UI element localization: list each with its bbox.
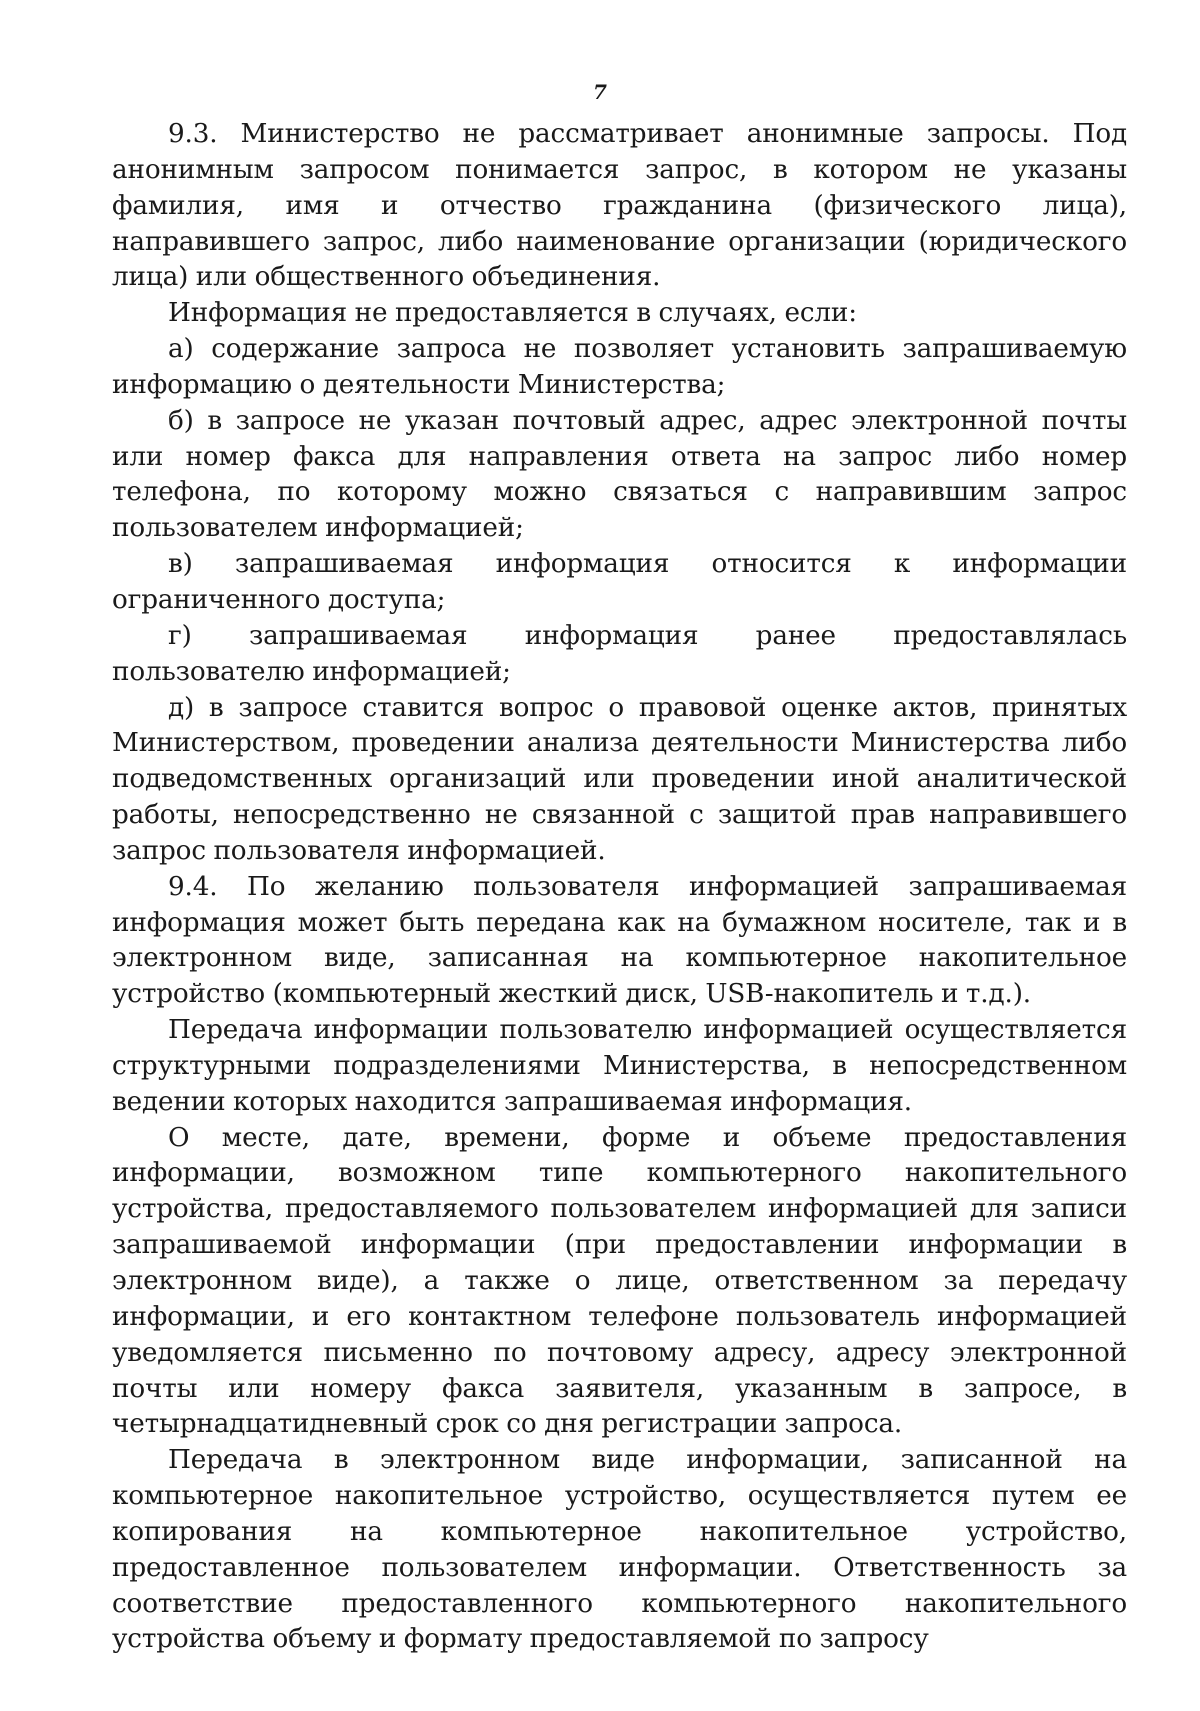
list-item-g: г) запрашиваемая информация ранее предоставлялась пользователю информацией;	[112, 620, 1127, 687]
paragraph-notification: О месте, дате, времени, форме и объеме предоставления информации, возможном типе компьютерного накопительного устройства, предоставляемого пользователем информацией для записи запрашиваемой информации (при предоставлении информации в электронном виде), а также о лице, ответственном за передачу информации, и его контактном телефоне пользователь информацией уведомляется письменно по почтовому адресу, адресу электронной почты или номеру факса заявителя, указанным в запросе, в четырнадцатидневный срок со дня регистрации запроса.	[112, 1122, 1127, 1440]
paragraph-info-not-provided: Информация не предоставляется в случаях, если:	[168, 298, 857, 329]
paragraph-transfer: Передача информации пользователю информацией осуществляется структурными подразделениями Министерства, в непосредственном ведении которых находится запрашиваемая информация.	[112, 1015, 1127, 1117]
document-body	[112, 117, 1127, 1658]
list-item-a: а) содержание запроса не позволяет установить запрашиваемую информацию о деятельности Министерства;	[112, 334, 1127, 400]
list-item-v: в) запрашиваемая информация относится к информации ограниченного доступа;	[112, 549, 1127, 615]
page-number: 7	[593, 80, 607, 104]
list-item-d: д) в запросе ставится вопрос о правовой оценке актов, принятых Министерством, проведении анализа деятельности Министерства либо подведомственных организаций или проведении иной аналитической работы, непосредственно не связанной с защитой прав направившего запрос пользователя информацией.	[112, 692, 1127, 866]
paragraph-9-3: 9.3. Министерство не рассматривает анонимные запросы. Под анонимным запросом понимается запрос, в котором не указаны фамилия, имя и отчество гражданина (физического лица), направившего запрос, либо наименование организации (юридического лица) или общественного объединения.	[112, 119, 1127, 293]
list-item-b: б) в запросе не указан почтовый адрес, адрес электронной почты или номер факса для направления ответа на запрос либо номер телефона, по которому можно связаться с направившим запрос пользователем информацией;	[112, 405, 1127, 544]
paragraph-electronic-transfer: Передача в электронном виде информации, записанной на компьютерное накопительное устройство, осуществляется путем ее копирования на компьютерное накопительное устройство, предоставленное пользователем информации. Ответственность за соответствие предоставленного компьютерного накопительного устройства объему и формату предоставляемой по запросу	[112, 1445, 1127, 1655]
paragraph-9-4: 9.4. По желанию пользователя информацией запрашиваемая информация может быть передана как на бумажном носителе, так и в электронном виде, записанная на компьютерное накопительное устройство (компьютерный жесткий диск, USB-накопитель и т.д.).	[112, 871, 1127, 1010]
